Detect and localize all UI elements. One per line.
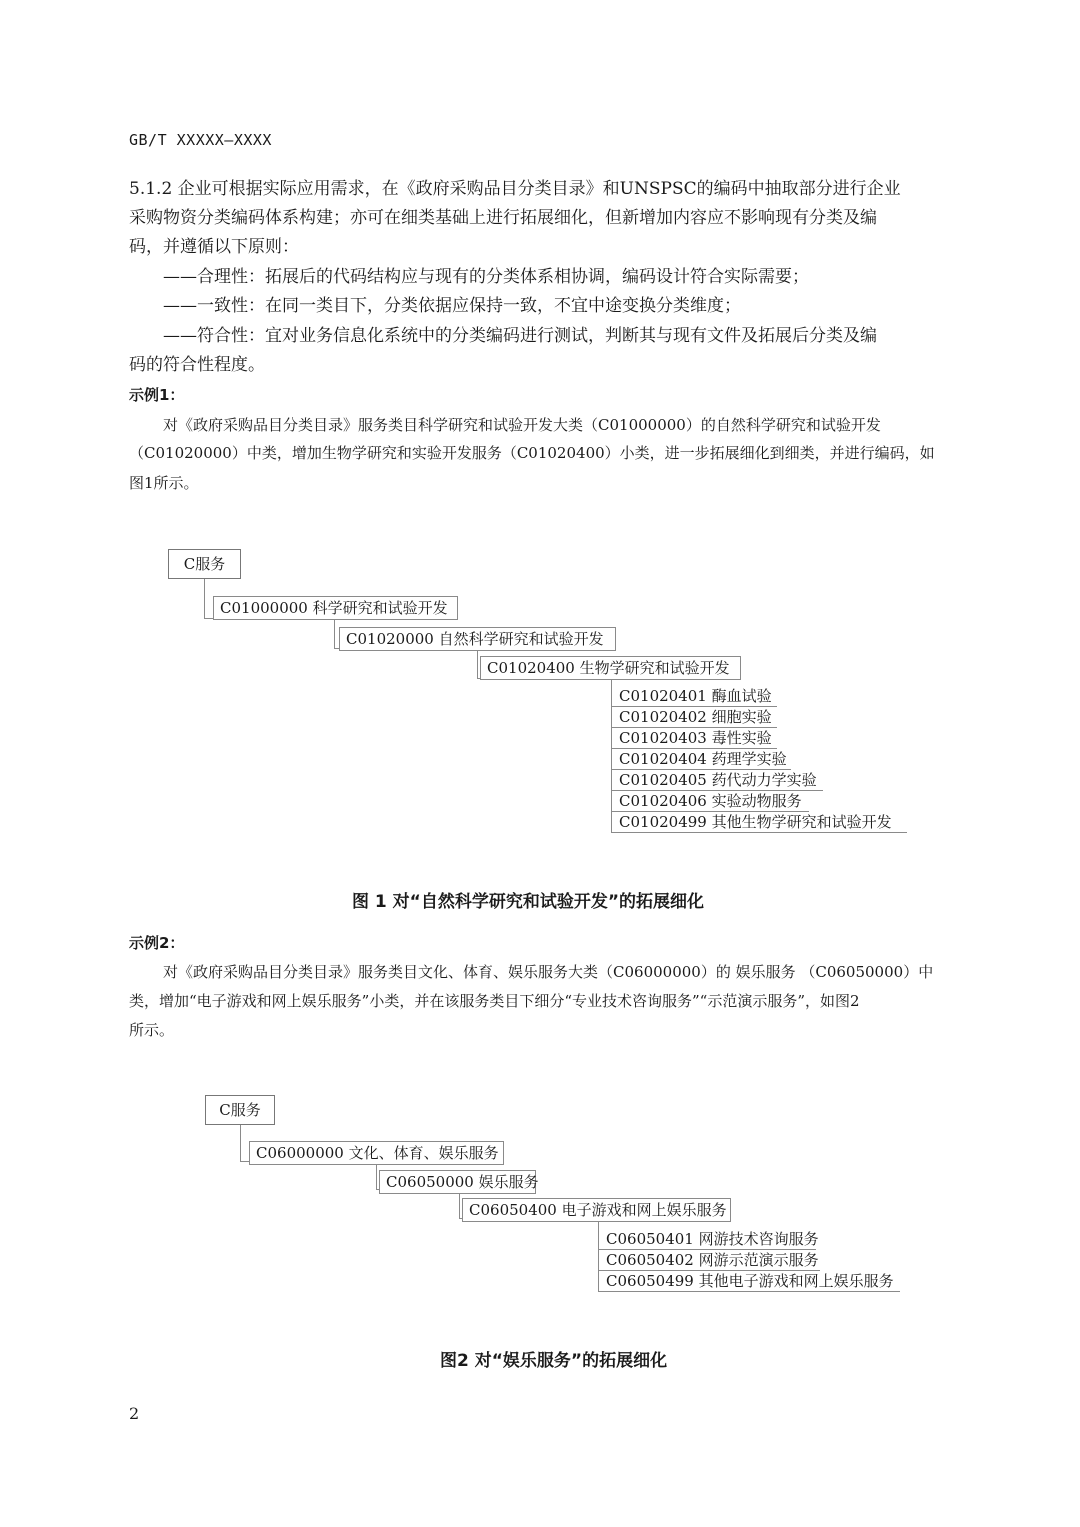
fig1-leaf-6: C01020406 实验动物服务 (611, 791, 809, 812)
fig2-leaf-2: C06050402 网游示范演示服务 (598, 1250, 820, 1271)
example2-line-3: 所示。 (129, 1021, 175, 1039)
fig2-leaf-3: C06050499 其他电子游戏和网上娱乐服务 (598, 1271, 900, 1292)
fig1-leaf-1: C01020401 酶血试验 (611, 686, 777, 707)
standard-code: GB/T XXXXX—XXXX (129, 131, 272, 149)
example2-label: 示例2： (129, 934, 185, 952)
fig2-leaf-1: C06050401 网游技术咨询服务 (598, 1229, 816, 1250)
example2-line-2: 类，增加“电子游戏和网上娱乐服务”小类，并在该服务类目下细分“专业技术咨询服务”“示范演示服务”，如图2 (129, 992, 860, 1010)
fig1-level2-node: C01020000 自然科学研究和试验开发 (339, 627, 616, 651)
example2-line-1: 对《政府采购品目分类目录》服务类目文化、体育、娱乐服务大类（C06000000）的 娱乐服务 （C06050000）中 (163, 963, 934, 981)
principle-conformity: ——符合性：宜对业务信息化系统中的分类编码进行测试，判断其与现有文件及拓展后分类及编 (163, 326, 877, 346)
fig1-leaf-2: C01020402 细胞实验 (611, 707, 777, 728)
example1-line-3: 图1所示。 (129, 474, 199, 492)
page-number: 2 (129, 1404, 140, 1423)
fig2-level3-node: C06050400 电子游戏和网上娱乐服务 (462, 1198, 731, 1222)
principle-conformity-cont: 码的符合性程度。 (129, 355, 265, 375)
fig1-leaf-4: C01020404 药理学实验 (611, 749, 791, 770)
fig1-level1-node: C01000000 科学研究和试验开发 (213, 596, 458, 620)
fig2-level1-node: C06000000 文化、体育、娱乐服务 (249, 1141, 504, 1165)
fig1-leaf-3: C01020403 毒性实验 (611, 728, 777, 749)
principle-consistency: ——一致性：在同一类目下，分类依据应保持一致，不宜中途变换分类维度； (163, 296, 741, 316)
example1-label: 示例1： (129, 386, 185, 404)
section-line-2: 采购物资分类编码体系构建；亦可在细类基础上进行拓展细化，但新增加内容应不影响现有分类及编 (129, 208, 877, 228)
fig1-leaf-5: C01020405 药代动力学实验 (611, 770, 823, 791)
figure1-caption: 图 1 对“自然科学研究和试验开发”的拓展细化 (352, 892, 705, 912)
example1-line-2: （C01020000）中类，增加生物学研究和实验开发服务（C01020400）小类，进一步拓展细化到细类，并进行编码，如 (129, 444, 935, 462)
figure2-caption: 图2 对“娱乐服务”的拓展细化 (440, 1351, 668, 1371)
fig1-level3-node: C01020400 生物学研究和试验开发 (480, 656, 741, 680)
section-line-3: 码，并遵循以下原则： (129, 237, 299, 257)
fig2-level2-node: C06050000 娱乐服务 (379, 1170, 536, 1194)
fig1-root-node: C服务 (168, 549, 241, 579)
fig2-root-node: C服务 (205, 1095, 275, 1125)
fig1-leaf-7: C01020499 其他生物学研究和试验开发 (611, 812, 907, 833)
section-line-1: 5.1.2 企业可根据实际应用需求，在《政府采购品目分类目录》和UNSPSC的编码中抽取部分进行企业 (129, 179, 901, 199)
principle-rationality: ——合理性：拓展后的代码结构应与现有的分类体系相协调，编码设计符合实际需要； (163, 267, 809, 287)
example1-line-1: 对《政府采购品目分类目录》服务类目科学研究和试验开发大类（C01000000）的自然科学研究和试验开发 (163, 416, 881, 434)
